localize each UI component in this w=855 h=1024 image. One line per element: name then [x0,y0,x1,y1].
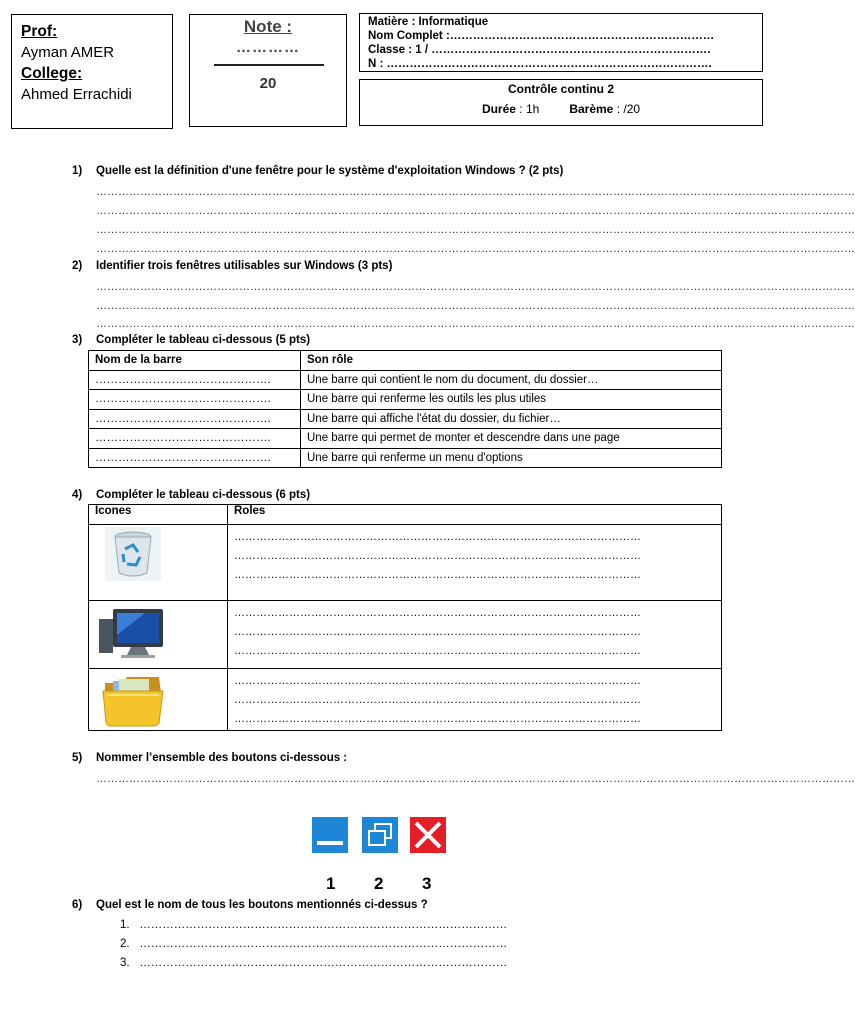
question-2: 2) Identifier trois fenêtres utilisables sur Windows (3 pts) [72,260,393,272]
question-3: 3) Compléter le tableau ci-dessous (5 pts) [72,334,311,346]
question-4: 4) Compléter le tableau ci-dessous (6 pts) [72,489,311,501]
table-row [89,448,722,468]
computer-icon [97,605,167,665]
icons-table [88,504,722,731]
table-row [89,601,722,669]
role-answer-cell[interactable]: ………………………………………………………………………………………………… ………………………………………………………………………………………………… ………………………………………………………………………………………………… [228,601,722,669]
table-row [89,669,722,731]
answer-line[interactable]: ……………………………………………………………………………………………………………………………………………………………………………………… [96,773,855,785]
table-row [89,409,722,429]
note-total: 20 [259,75,277,92]
class-line: Classe : 1 / ………………………………………………………………. [368,44,711,56]
question-6: 6) Quel est le nom de tous les boutons mentionnés ci-dessus ? [72,899,428,911]
table-row [89,525,722,601]
prof-name: Ayman AMER [21,44,115,61]
button-number-3: 3 [422,874,432,893]
duration-label: Durée [481,102,516,116]
blank-cell[interactable]: ………………………………………. [89,409,301,429]
answer-line[interactable]: …………………………………………………………………………………… [139,957,508,969]
scale-label: Barème [569,102,614,116]
subject-line: Matière : Informatique [368,16,489,28]
answer-line[interactable]: …………………………………………………………………………………… [139,919,508,931]
exam-title: Contrôle continu 2 [508,82,614,96]
table-row [89,390,722,410]
role-cell: Une barre qui affiche l'état du dossier, du fichier… [301,409,722,429]
col-header-role: Son rôle [301,351,722,371]
list-item: 2. …………………………………………………………………………………… [120,938,508,950]
answer-line[interactable]: ……………………………………………………………………………………………………………………………………………………………………………………… [96,243,855,255]
blank-cell[interactable]: ………………………………………. [89,390,301,410]
button-number-1: 1 [326,874,336,893]
list-item: 3. …………………………………………………………………………………… [120,957,508,969]
answer-line[interactable]: ……………………………………………………………………………………………………………………………………………………………………………………… [96,186,855,198]
icon-cell [89,669,228,731]
full-name-line: Nom Complet :…………………………………………………………… [368,30,715,42]
role-cell: Une barre qui contient le nom du document, du dossier… [301,370,722,390]
college-name: Ahmed Errachidi [21,86,132,103]
number-line: N : …………………………………………………………………………. [368,58,712,70]
role-cell: Une barre qui renferme un menu d'options [301,448,722,468]
prof-label: Prof: [21,23,58,40]
col-header-bar-name: Nom de la barre [89,351,301,371]
button-number-2: 2 [374,874,384,893]
close-button-icon [410,817,446,853]
folder-icon [101,673,165,727]
duration-value: : 1h [515,102,540,116]
answer-line[interactable]: ……………………………………………………………………………………………………………………………………………………………………………………… [96,281,855,293]
role-answer-cell[interactable]: ………………………………………………………………………………………………… ………………………………………………………………………………………………… ………………………………………………………………………………………………… [228,525,722,601]
table-row [89,429,722,449]
answer-line[interactable]: ……………………………………………………………………………………………………………………………………………………………………………………… [96,205,855,217]
role-cell: Une barre qui renferme les outils les plus utiles [301,390,722,410]
fraction-line [214,64,324,66]
blank-cell[interactable]: ………………………………………. [89,370,301,390]
note-label: Note : [243,17,293,36]
blank-cell[interactable]: ………………………………………. [89,448,301,468]
icon-cell [89,525,228,601]
role-answer-cell[interactable]: ………………………………………………………………………………………………… ………………………………………………………………………………………………… ………………………………………………………………………………………………… [228,669,722,731]
scale-value: : /20 [613,102,641,116]
bars-table [88,350,722,468]
answer-line[interactable]: …………………………………………………………………………………… [139,938,508,950]
table-row [89,370,722,390]
question-1: 1) Quelle est la définition d'une fenêtre pour le système d'exploitation Windows ? (2 pts) [72,165,564,177]
minimize-button-icon [312,817,348,853]
blank-cell[interactable]: ………………………………………. [89,429,301,449]
restore-button-icon [362,817,398,853]
recycle-bin-icon [105,527,161,581]
student-info-box [359,13,763,72]
list-item: 1. …………………………………………………………………………………… [120,919,508,931]
grade-box [189,14,347,127]
answer-line[interactable]: ……………………………………………………………………………………………………………………………………………………………………………………… [96,224,855,236]
col-header-icons: Icones [89,505,228,525]
answer-line[interactable]: ……………………………………………………………………………………………………………………………………………………………………………………… [96,318,855,330]
exam-meta [360,102,762,116]
answer-line[interactable]: ……………………………………………………………………………………………………………………………………………………………………………………… [96,300,855,312]
college-label: College: [21,65,83,82]
question-5: 5) Nommer l’ensemble des boutons ci-dessous : [72,752,348,764]
exam-info-box [359,79,763,126]
note-dots: ………… [236,39,300,56]
role-cell: Une barre qui permet de monter et descendre dans une page [301,429,722,449]
col-header-roles: Roles [228,505,722,525]
icon-cell [89,601,228,669]
teacher-box [11,14,173,129]
